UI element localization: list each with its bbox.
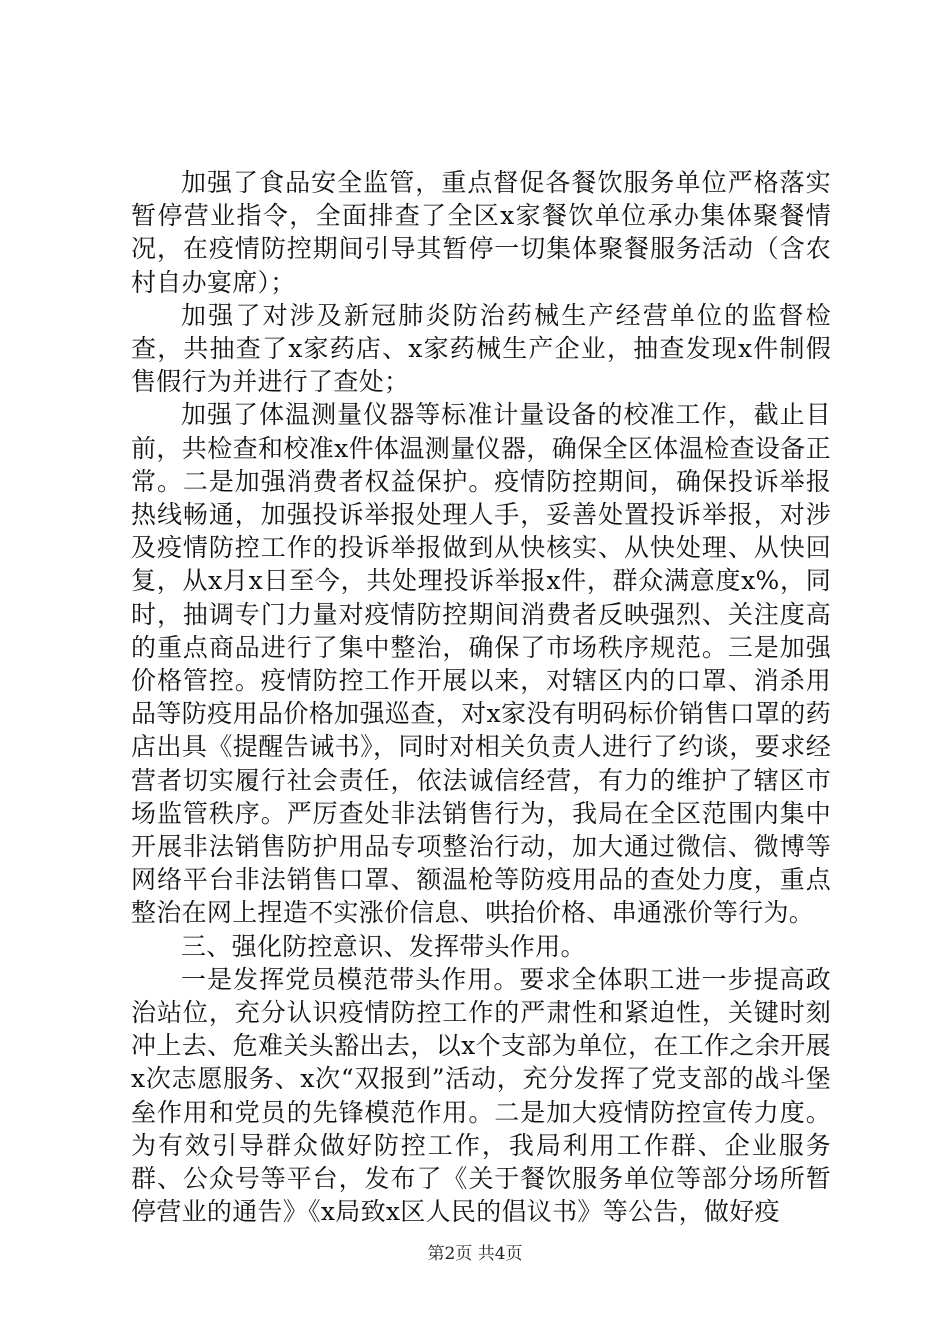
document-body (131, 166, 831, 1229)
paragraph-drug-inspection: 加强了对涉及新冠肺炎防治药械生产经营单位的监督检查，共抽查了x家药店、x家药械生产企业，抽查发现x件制假售假行为并进行了查处； (131, 300, 831, 397)
section-heading-three: 三、强化防控意识、发挥带头作用。 (181, 931, 586, 961)
paragraph-calibration-and-consumer-rights: 加强了体温测量仪器等标准计量设备的校准工作，截止目前，共检查和校准x件体温测量仪器，确保全区体温检查设备正常。二是加强消费者权益保护。疫情防控期间，确保投诉举报热线畅通，加强投诉举报处理人手，妥善处置投诉举报，对涉及疫情防控工作的投诉举报做到从快核实、从快处理、从快回复，从x月x日至今，共处理投诉举报x件，群众满意度x%，同时，抽调专门力量对疫情防控期间消费者反映强烈、关注度高的重点商品进行了集中整治，确保了市场秩序规范。三是加强价格管控。疫情防控工作开展以来，对辖区内的口罩、消杀用品等防疫用品价格加强巡查，对x家没有明码标价销售口罩的药店出具《提醒告诫书》，同时对相关负责人进行了约谈，要求经营者切实履行社会责任，依法诚信经营，有力的维护了辖区市场监管秩序。严厉查处非法销售行为，我局在全区范围内集中开展非法销售防护用品专项整治行动，加大通过微信、微博等网络平台非法销售口罩、额温枪等防疫用品的查处力度，重点整治在网上捏造不实涨价信息、哄抬价格、串通涨价等行为。 (131, 400, 831, 928)
paragraph-food-safety: 加强了食品安全监管，重点督促各餐饮服务单位严格落实暂停营业指令，全面排查了全区x家餐饮单位承办集体聚餐情况，在疫情防控期间引导其暂停一切集体聚餐服务活动（含农村自办宴席）； (131, 168, 831, 297)
page-number-footer: 第2页 共4页 (427, 1244, 523, 1264)
paragraph-party-members: 一是发挥党员模范带头作用。要求全体职工进一步提高政治站位，充分认识疫情防控工作的严肃性和紧迫性，关键时刻冲上去、危难关头豁出去，以x个支部为单位，在工作之余开展x次志愿服务、x次“双报到”活动，充分发挥了党支部的战斗堡垒作用和党员的先锋模范作用。二是加大疫情防控宣传力度。为有效引导群众做好防控工作，我局利用工作群、企业服务群、公众号等平台，发布了《关于餐饮服务单位等部分场所暂停营业的通告》《x局致x区人民的倡议书》等公告，做好疫 (131, 964, 831, 1227)
